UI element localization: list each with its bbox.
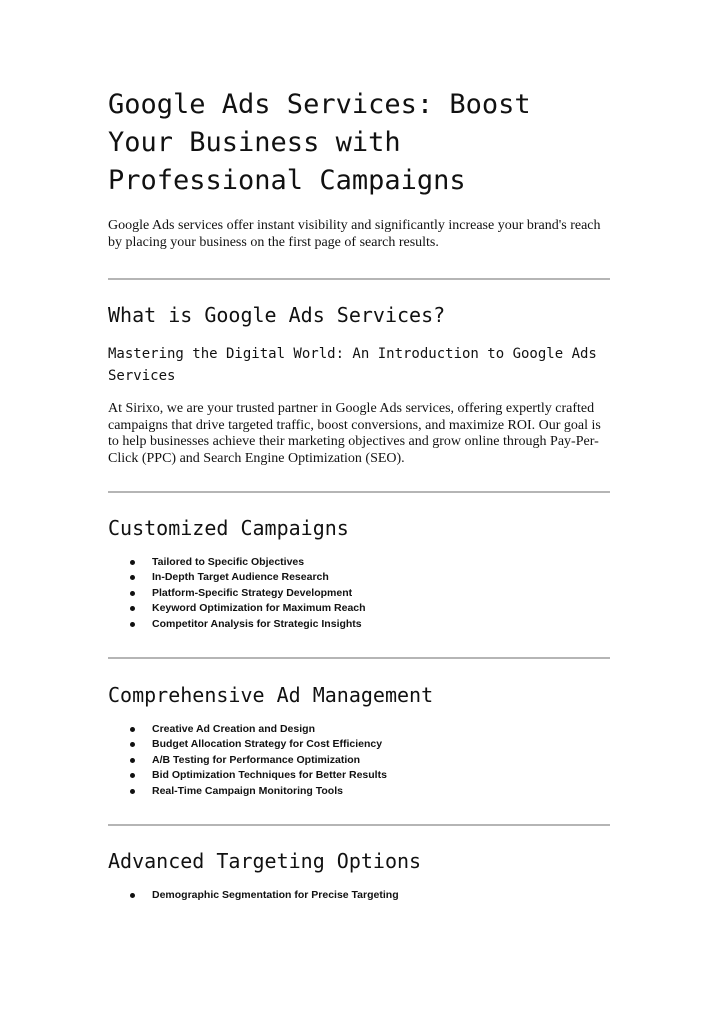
section-heading-targeting: Advanced Targeting Options [108, 849, 422, 874]
bullet-icon [130, 773, 135, 778]
bullet-icon [130, 606, 135, 611]
list-item-label: Budget Allocation Strategy for Cost Efficiency [152, 738, 383, 751]
list-item [108, 601, 610, 616]
list-item [108, 586, 610, 601]
bullet-icon [130, 758, 135, 763]
bullet-icon [130, 560, 135, 565]
bullet-icon [130, 727, 135, 732]
list-item-label: In-Depth Target Audience Research [152, 571, 329, 584]
list-item-label: Competitor Analysis for Strategic Insights [152, 617, 362, 630]
bullet-icon [130, 789, 135, 794]
divider [108, 278, 610, 280]
list-item-label: A/B Testing for Performance Optimization [152, 753, 361, 766]
divider [108, 824, 610, 826]
intro-paragraph: Google Ads services offer instant visibility and significantly increase your brand's reach by placing your business on the first page of search results. [108, 218, 601, 250]
page-title: Google Ads Services: Boost Your Business with Professional Campaigns [108, 89, 531, 196]
bullet-icon [130, 893, 135, 898]
what-body-paragraph: At Sirixo, we are your trusted partner in Google Ads services, offering expertly crafted campaigns that drive targeted traffic, boost conversions, and maximize ROI. Our goal is to help businesses achieve their marketing objectives and grow online through Pay-Per-Click (PPC) and Search Engine Optimization (SEO). [108, 401, 601, 466]
list-item-label: Platform-Specific Strategy Development [152, 586, 353, 599]
list-item [108, 555, 610, 570]
list-item-label: Bid Optimization Techniques for Better Results [152, 769, 387, 782]
document-page [108, 86, 610, 903]
bullet-icon [130, 622, 135, 627]
section-heading-customized: Customized Campaigns [108, 516, 349, 540]
management-list [108, 722, 610, 799]
bullet-icon [130, 742, 135, 747]
list-item [108, 753, 610, 768]
list-item [108, 570, 610, 585]
section-subheading-what: Mastering the Digital World: An Introduction to Google Ads Services [108, 346, 597, 384]
bullet-icon [130, 575, 135, 580]
list-item [108, 617, 610, 632]
section-heading-management: Comprehensive Ad Management [108, 683, 434, 708]
list-item [108, 768, 610, 783]
divider [108, 491, 610, 493]
section-heading-what: What is Google Ads Services? [108, 303, 446, 327]
divider [108, 657, 610, 659]
list-item-label: Demographic Segmentation for Precise Targeting [152, 889, 399, 902]
list-item [108, 784, 610, 799]
list-item-label: Tailored to Specific Objectives [152, 556, 305, 568]
targeting-list [108, 888, 610, 903]
bullet-icon [130, 591, 135, 596]
list-item [108, 722, 610, 737]
list-item-label: Real-Time Campaign Monitoring Tools [152, 784, 343, 797]
list-item-label: Creative Ad Creation and Design [152, 723, 315, 736]
list-item-label: Keyword Optimization for Maximum Reach [152, 602, 366, 615]
list-item [108, 737, 610, 752]
list-item [108, 888, 610, 903]
customized-list [108, 555, 610, 632]
